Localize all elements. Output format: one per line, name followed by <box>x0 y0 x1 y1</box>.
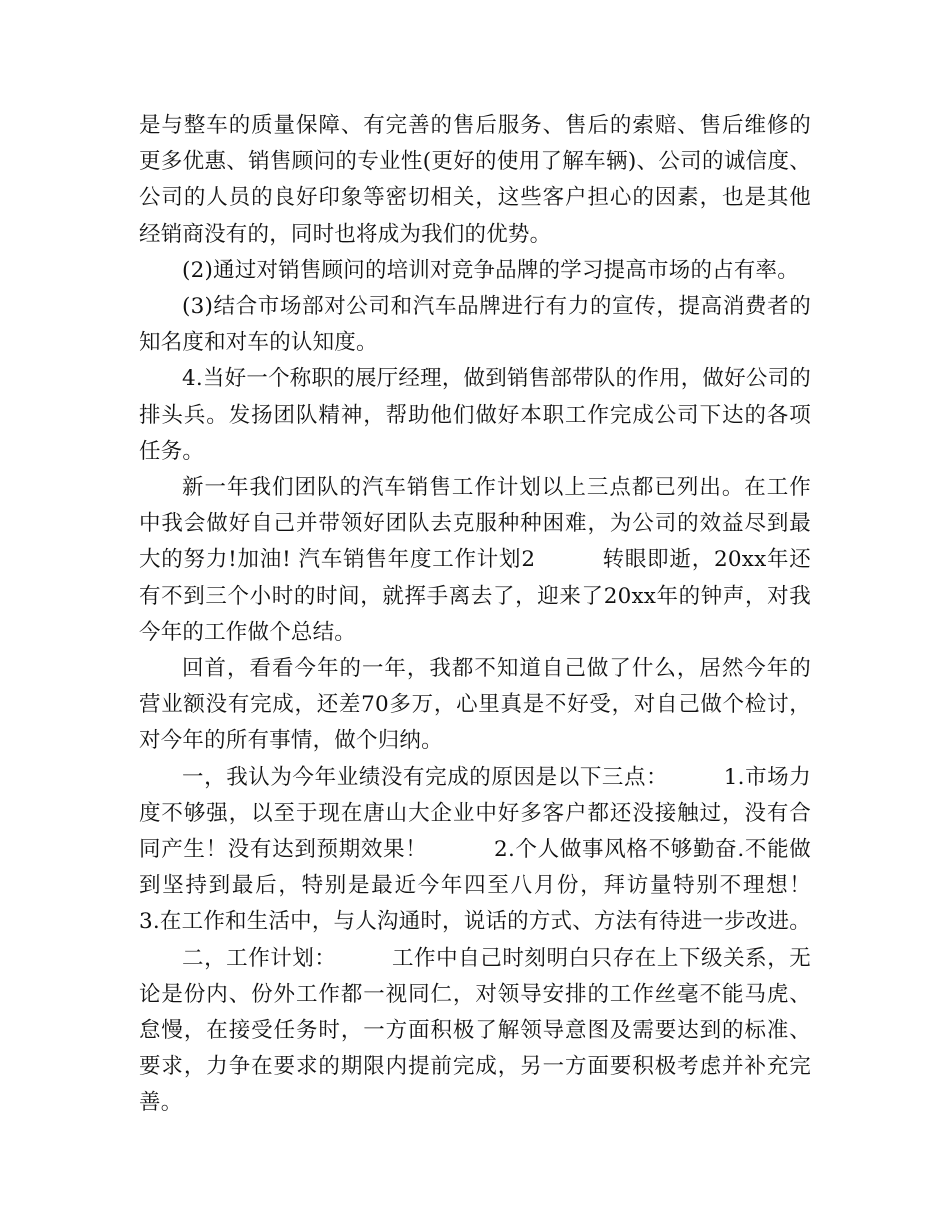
paragraph-quality-advantages: 是与整车的质量保障、有完善的售后服务、售后的索赔、售后维修的更多优惠、销售顾问的专业性(更好的使用了解车辆)、公司的诚信度、公司的人员的良好印象等密切相关，这些客户担心的因素，也是其他经销商没有的，同时也将成为我们的优势。 <box>139 113 811 247</box>
paragraph-reasons: 一，我认为今年业绩没有完成的原因是以下三点： 1.市场力度不够强，以至于现在唐山大企业中好多客户都还没接触过，没有合同产生！没有达到预期效果！ 2.个人做事风格不够勤奋.不能做到坚持到最后，特别是最近今年四至八月份，拜访量特别不理想！ 3.在工作和生活中，与人沟通时，说话的方式、方法有待进一步改进。 <box>139 764 877 935</box>
paragraph-new-year-plan: 新一年我们团队的汽车销售工作计划以上三点都已列出。在工作中我会做好自己并带领好团队去克服种种困难，为公司的效益尽到最大的努力!加油! 汽车销售年度工作计划2 转眼即逝，20xx年还有不到三个小时的时间，就挥手离去了，迎来了20xx年的钟声，对我今年的工作做个总结。 <box>139 475 811 645</box>
paragraph-showroom-manager: 4.当好一个称职的展厅经理，做到销售部带队的作用，做好公司的排头兵。发扬团队精神，帮助他们做好本职工作完成公司下达的各项任务。 <box>139 366 811 464</box>
paragraph-brand-promotion: (3)结合市场部对公司和汽车品牌进行有力的宣传，提高消费者的知名度和对车的认知度。 <box>139 294 811 356</box>
paragraph-year-review: 回首，看看今年的一年，我都不知道自己做了什么，居然今年的营业额没有完成，还差70多万，心里真是不好受，对自己做个检讨，对今年的所有事情，做个归纳。 <box>139 656 811 754</box>
document-body <box>139 108 877 1122</box>
paragraph-consultant-training: (2)通过对销售顾问的培训对竞争品牌的学习提高市场的占有率。 <box>182 257 799 283</box>
paragraph-work-plan: 二，工作计划： 工作中自己时刻明白只存在上下级关系，无论是份内、份外工作都一视同仁，对领导安排的工作丝毫不能马虎、怠慢，在接受任务时，一方面积极了解领导意图及需要达到的标准、要求，力争在要求的期限内提前完成，另一方面要积极考虑并补充完善。 <box>139 945 811 1116</box>
